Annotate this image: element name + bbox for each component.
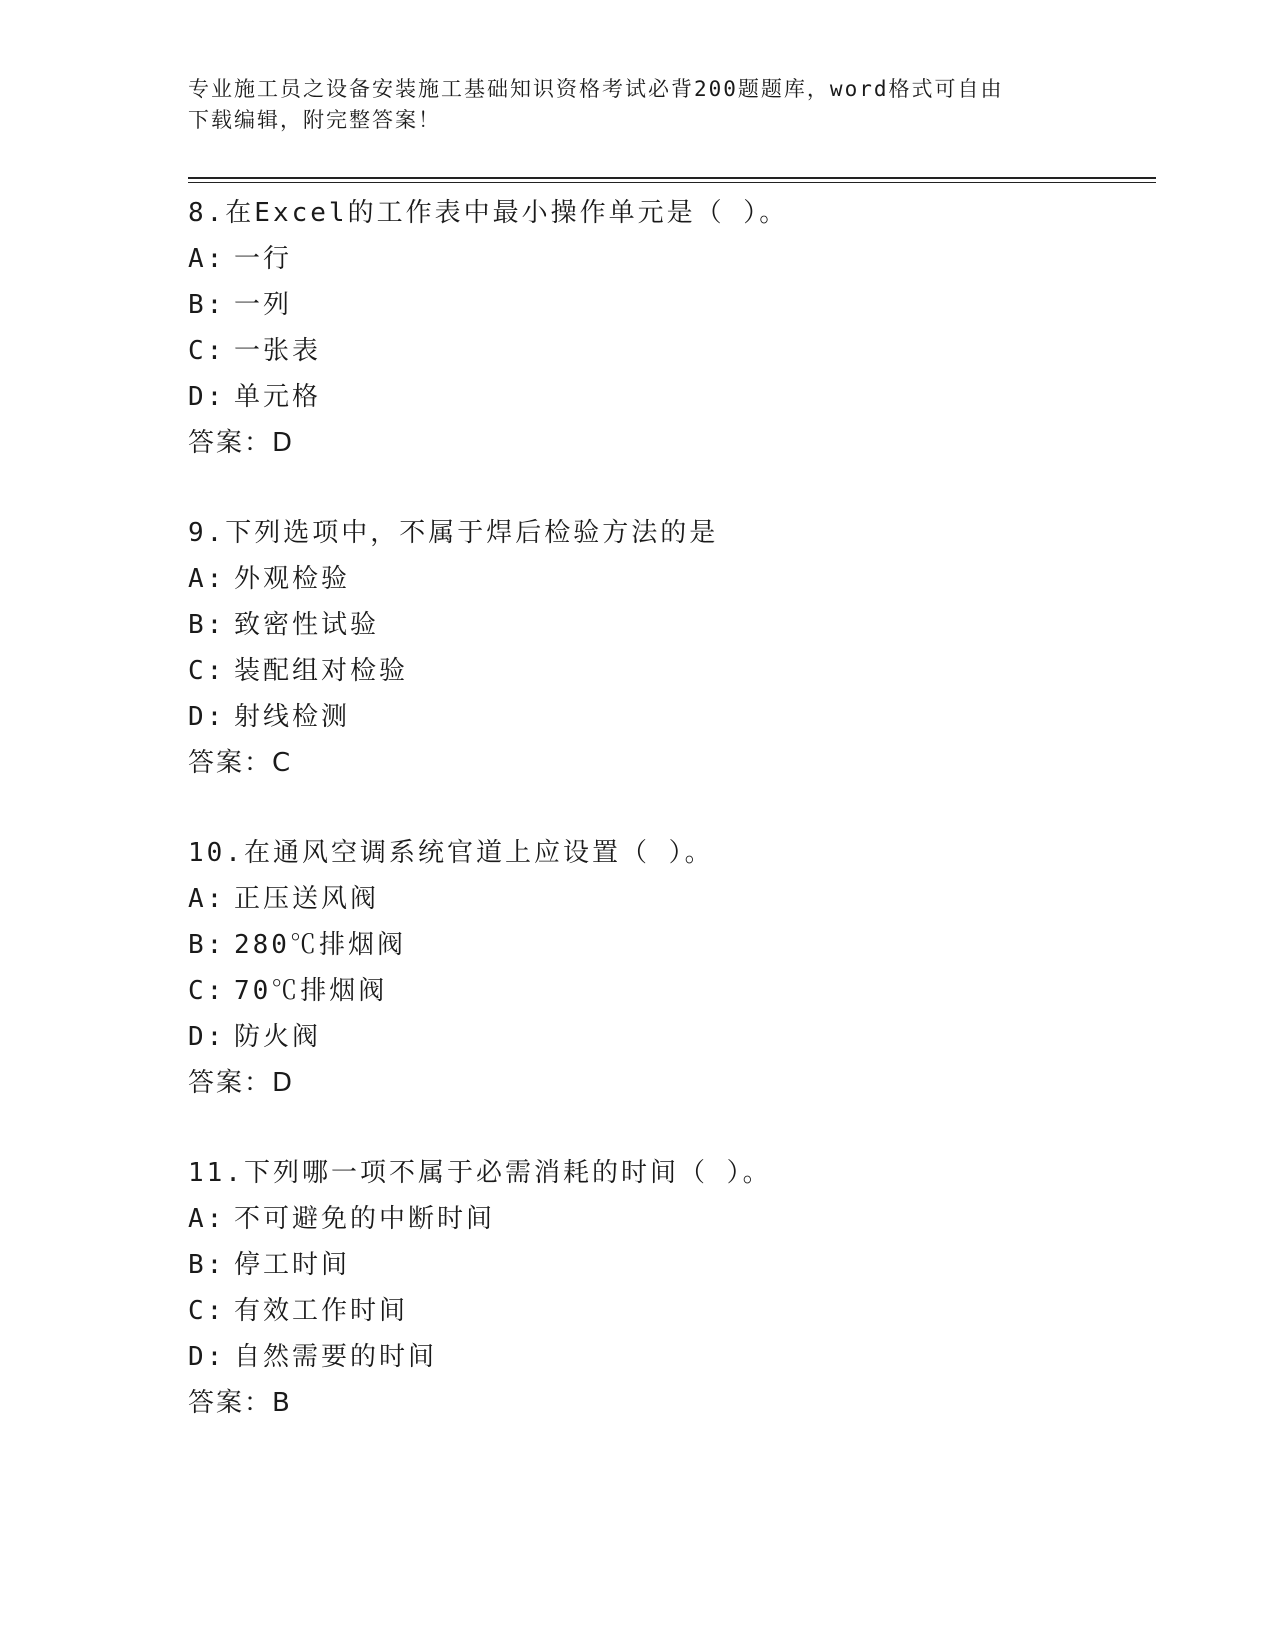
option-letter: B: xyxy=(188,610,226,640)
option-text: 装配组对检验 xyxy=(234,656,409,686)
option-letter: C: xyxy=(188,976,226,1006)
answer-line: 答案：D xyxy=(188,428,295,458)
option-c xyxy=(188,648,1148,694)
header-divider xyxy=(188,177,1156,183)
option-text: 射线检测 xyxy=(234,702,351,732)
option-text: 280℃排烟阀 xyxy=(234,930,406,960)
option-letter: D: xyxy=(188,1342,226,1372)
option-letter: A: xyxy=(188,884,226,914)
option-b xyxy=(188,282,1148,328)
option-letter: B: xyxy=(188,1250,226,1280)
question-stem: 9.下列选项中，不属于焊后检验方法的是 xyxy=(188,518,719,548)
option-letter: C: xyxy=(188,656,226,686)
option-letter: A: xyxy=(188,1204,226,1234)
option-text: 致密性试验 xyxy=(234,610,380,640)
question-spacer xyxy=(188,786,1148,830)
option-letter: A: xyxy=(188,244,226,274)
question-list xyxy=(188,190,1148,1426)
option-text: 一张表 xyxy=(234,336,322,366)
option-d xyxy=(188,694,1148,740)
option-d xyxy=(188,1014,1148,1060)
option-letter: D: xyxy=(188,702,226,732)
option-b xyxy=(188,922,1148,968)
option-text: 有效工作时间 xyxy=(234,1296,409,1326)
answer-line: 答案：C xyxy=(188,748,293,778)
header-line-2: 下载编辑，附完整答案！ xyxy=(188,108,441,132)
option-text: 70℃排烟阀 xyxy=(234,976,388,1006)
option-b xyxy=(188,602,1148,648)
question-stem: 8.在Excel的工作表中最小操作单元是（ ）。 xyxy=(188,198,789,228)
question-9 xyxy=(188,510,1148,786)
option-letter: B: xyxy=(188,290,226,320)
question-10 xyxy=(188,830,1148,1106)
question-spacer xyxy=(188,466,1148,510)
option-text: 防火阀 xyxy=(234,1022,322,1052)
option-text: 单元格 xyxy=(234,382,322,412)
option-c xyxy=(188,328,1148,374)
option-letter: A: xyxy=(188,564,226,594)
answer-line: 答案：B xyxy=(188,1388,292,1418)
option-letter: C: xyxy=(188,1296,226,1326)
option-text: 自然需要的时间 xyxy=(234,1342,438,1372)
question-spacer xyxy=(188,1106,1148,1150)
header-line-1: 专业施工员之设备安装施工基础知识资格考试必背200题题库，word格式可自由 xyxy=(188,77,1004,101)
option-b xyxy=(188,1242,1148,1288)
option-text: 一列 xyxy=(234,290,293,320)
option-letter: D: xyxy=(188,1022,226,1052)
option-d xyxy=(188,374,1148,420)
option-c xyxy=(188,968,1148,1014)
option-text: 不可避免的中断时间 xyxy=(234,1204,496,1234)
question-stem: 10.在通风空调系统官道上应设置（ ）。 xyxy=(188,838,714,868)
option-letter: D: xyxy=(188,382,226,412)
option-a xyxy=(188,876,1148,922)
option-text: 一行 xyxy=(234,244,293,274)
option-a xyxy=(188,236,1148,282)
option-a xyxy=(188,1196,1148,1242)
question-stem: 11.下列哪一项不属于必需消耗的时间（ ）。 xyxy=(188,1158,772,1188)
option-text: 外观检验 xyxy=(234,564,351,594)
option-text: 正压送风阀 xyxy=(234,884,380,914)
option-a xyxy=(188,556,1148,602)
option-c xyxy=(188,1288,1148,1334)
document-header xyxy=(188,74,1078,136)
option-text: 停工时间 xyxy=(234,1250,351,1280)
option-letter: B: xyxy=(188,930,226,960)
question-8 xyxy=(188,190,1148,466)
question-11 xyxy=(188,1150,1148,1426)
option-d xyxy=(188,1334,1148,1380)
option-letter: C: xyxy=(188,336,226,366)
answer-line: 答案：D xyxy=(188,1068,295,1098)
